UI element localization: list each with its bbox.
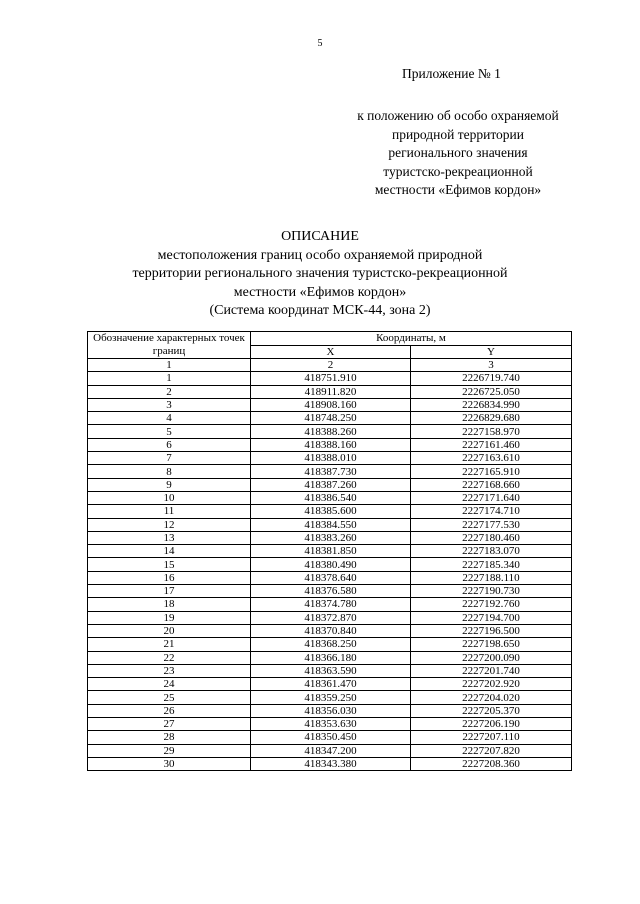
appendix-subtitle-line: к положению об особо охраняемой — [357, 108, 559, 123]
x-coordinate-cell: 418388.160 — [251, 438, 411, 451]
x-coordinate-cell: 418911.820 — [251, 385, 411, 398]
table-row — [88, 452, 572, 465]
x-coordinate-cell: 418384.550 — [251, 518, 411, 531]
y-coordinate-cell: 2227192.760 — [411, 598, 572, 611]
x-coordinate-cell: 418908.160 — [251, 398, 411, 411]
point-number-cell: 8 — [88, 465, 251, 478]
table-row — [88, 425, 572, 438]
x-coordinate-cell: 418361.470 — [251, 678, 411, 691]
heading-line: территории регионального значения туристско-рекреационной — [132, 266, 508, 281]
x-coordinate-cell: 418368.250 — [251, 638, 411, 651]
y-coordinate-cell: 2227207.820 — [411, 744, 572, 757]
x-coordinate-cell: 418372.870 — [251, 611, 411, 624]
y-coordinate-cell: 2227174.710 — [411, 505, 572, 518]
document-heading — [0, 228, 640, 321]
point-number-cell: 21 — [88, 638, 251, 651]
x-coordinate-cell: 418387.730 — [251, 465, 411, 478]
y-coordinate-cell: 2227188.110 — [411, 571, 572, 584]
point-number-cell: 28 — [88, 731, 251, 744]
column-number: 3 — [411, 359, 572, 372]
point-number-cell: 1 — [88, 372, 251, 385]
y-coordinate-cell: 2227158.970 — [411, 425, 572, 438]
appendix-subtitle — [340, 107, 576, 200]
point-number-cell: 15 — [88, 558, 251, 571]
x-coordinate-cell: 418350.450 — [251, 731, 411, 744]
appendix-subtitle-line: природной территории — [391, 126, 525, 142]
point-number-cell: 12 — [88, 518, 251, 531]
y-coordinate-cell: 2226834.990 — [411, 398, 572, 411]
x-coordinate-cell: 418748.250 — [251, 412, 411, 425]
table-row — [88, 744, 572, 757]
y-coordinate-cell: 2227208.360 — [411, 757, 572, 770]
point-number-cell: 16 — [88, 571, 251, 584]
column-number-row — [88, 359, 572, 372]
x-coordinate-cell: 418347.200 — [251, 744, 411, 757]
x-coordinate-cell: 418383.260 — [251, 531, 411, 544]
x-coordinate-cell: 418378.640 — [251, 571, 411, 584]
table-row — [88, 585, 572, 598]
table-row — [88, 638, 572, 651]
table-row — [88, 678, 572, 691]
point-number-cell: 30 — [88, 757, 251, 770]
point-number-cell: 19 — [88, 611, 251, 624]
point-number-cell: 26 — [88, 704, 251, 717]
y-coordinate-cell: 2227205.370 — [411, 704, 572, 717]
y-coordinate-cell: 2227185.340 — [411, 558, 572, 571]
table-body — [88, 372, 572, 771]
coordinates-table — [87, 331, 572, 771]
y-coordinate-cell: 2227163.610 — [411, 452, 572, 465]
heading-line: местоположения границ особо охраняемой природной — [157, 247, 483, 263]
x-coordinate-cell: 418386.540 — [251, 491, 411, 504]
heading-line: местности «Ефимов кордон» — [233, 284, 407, 300]
point-number-cell: 23 — [88, 664, 251, 677]
x-coordinate-cell: 418388.010 — [251, 452, 411, 465]
point-number-cell: 25 — [88, 691, 251, 704]
y-coordinate-cell: 2227171.640 — [411, 491, 572, 504]
y-coordinate-cell: 2227180.460 — [411, 531, 572, 544]
table-row — [88, 385, 572, 398]
x-coordinate-cell: 418356.030 — [251, 704, 411, 717]
appendix-subtitle-line: туристско-рекреационной — [383, 163, 533, 179]
y-coordinate-cell: 2227165.910 — [411, 465, 572, 478]
table-row — [88, 664, 572, 677]
y-coordinate-cell: 2227200.090 — [411, 651, 572, 664]
table-header-row — [88, 332, 572, 346]
y-coordinate-cell: 2227206.190 — [411, 718, 572, 731]
table-row — [88, 518, 572, 531]
point-number-cell: 2 — [88, 385, 251, 398]
table-row — [88, 412, 572, 425]
x-coordinate-cell: 418353.630 — [251, 718, 411, 731]
point-number-cell: 10 — [88, 491, 251, 504]
point-number-cell: 17 — [88, 585, 251, 598]
point-number-cell: 11 — [88, 505, 251, 518]
header-x: X — [251, 345, 411, 359]
table-row — [88, 438, 572, 451]
y-coordinate-cell: 2227194.700 — [411, 611, 572, 624]
table-row — [88, 545, 572, 558]
table-row — [88, 571, 572, 584]
x-coordinate-cell: 418380.490 — [251, 558, 411, 571]
y-coordinate-cell: 2227183.070 — [411, 545, 572, 558]
table-row — [88, 651, 572, 664]
page-number: 5 — [317, 38, 323, 49]
header-coords: Координаты, м — [251, 332, 572, 346]
heading-line: ОПИСАНИЕ — [281, 229, 359, 244]
y-coordinate-cell: 2226829.680 — [411, 412, 572, 425]
point-number-cell: 24 — [88, 678, 251, 691]
table-row — [88, 491, 572, 504]
appendix-subtitle-line: местности «Ефимов кордон» — [374, 182, 542, 197]
y-coordinate-cell: 2226725.050 — [411, 385, 572, 398]
table-row — [88, 465, 572, 478]
point-number-cell: 5 — [88, 425, 251, 438]
column-number: 1 — [88, 359, 251, 372]
table-row — [88, 624, 572, 637]
point-number-cell: 3 — [88, 398, 251, 411]
x-coordinate-cell: 418376.580 — [251, 585, 411, 598]
point-number-cell: 14 — [88, 545, 251, 558]
table-row — [88, 505, 572, 518]
point-number-cell: 29 — [88, 744, 251, 757]
point-number-cell: 13 — [88, 531, 251, 544]
y-coordinate-cell: 2227207.110 — [411, 731, 572, 744]
table-row — [88, 598, 572, 611]
point-number-cell: 27 — [88, 718, 251, 731]
x-coordinate-cell: 418385.600 — [251, 505, 411, 518]
y-coordinate-cell: 2227202.920 — [411, 678, 572, 691]
header-y: Y — [411, 345, 572, 359]
table-row — [88, 531, 572, 544]
point-number-cell: 6 — [88, 438, 251, 451]
column-number: 2 — [251, 359, 411, 372]
x-coordinate-cell: 418387.260 — [251, 478, 411, 491]
x-coordinate-cell: 418751.910 — [251, 372, 411, 385]
x-coordinate-cell: 418363.590 — [251, 664, 411, 677]
point-number-cell: 9 — [88, 478, 251, 491]
table-row — [88, 757, 572, 770]
y-coordinate-cell: 2226719.740 — [411, 372, 572, 385]
table-row — [88, 691, 572, 704]
y-coordinate-cell: 2227204.020 — [411, 691, 572, 704]
y-coordinate-cell: 2227190.730 — [411, 585, 572, 598]
y-coordinate-cell: 2227201.740 — [411, 664, 572, 677]
appendix-subtitle-line: регионального значения — [388, 145, 528, 160]
y-coordinate-cell: 2227198.650 — [411, 638, 572, 651]
table-row — [88, 372, 572, 385]
heading-line: (Система координат МСК-44, зона 2) — [209, 303, 431, 318]
table-row — [88, 731, 572, 744]
x-coordinate-cell: 418343.380 — [251, 757, 411, 770]
point-number-cell: 7 — [88, 452, 251, 465]
point-number-cell: 22 — [88, 651, 251, 664]
table-row — [88, 704, 572, 717]
table-row — [88, 611, 572, 624]
x-coordinate-cell: 418374.780 — [251, 598, 411, 611]
appendix-title: Приложение № 1 — [402, 66, 501, 81]
x-coordinate-cell: 418359.250 — [251, 691, 411, 704]
x-coordinate-cell: 418366.180 — [251, 651, 411, 664]
x-coordinate-cell: 418370.840 — [251, 624, 411, 637]
y-coordinate-cell: 2227161.460 — [411, 438, 572, 451]
header-points: Обозначение характерных точек границ — [88, 332, 251, 359]
y-coordinate-cell: 2227168.660 — [411, 478, 572, 491]
x-coordinate-cell: 418388.260 — [251, 425, 411, 438]
point-number-cell: 4 — [88, 412, 251, 425]
point-number-cell: 18 — [88, 598, 251, 611]
y-coordinate-cell: 2227177.530 — [411, 518, 572, 531]
x-coordinate-cell: 418381.850 — [251, 545, 411, 558]
table-row — [88, 478, 572, 491]
point-number-cell: 20 — [88, 624, 251, 637]
table-row — [88, 718, 572, 731]
y-coordinate-cell: 2227196.500 — [411, 624, 572, 637]
table-row — [88, 398, 572, 411]
table-row — [88, 558, 572, 571]
